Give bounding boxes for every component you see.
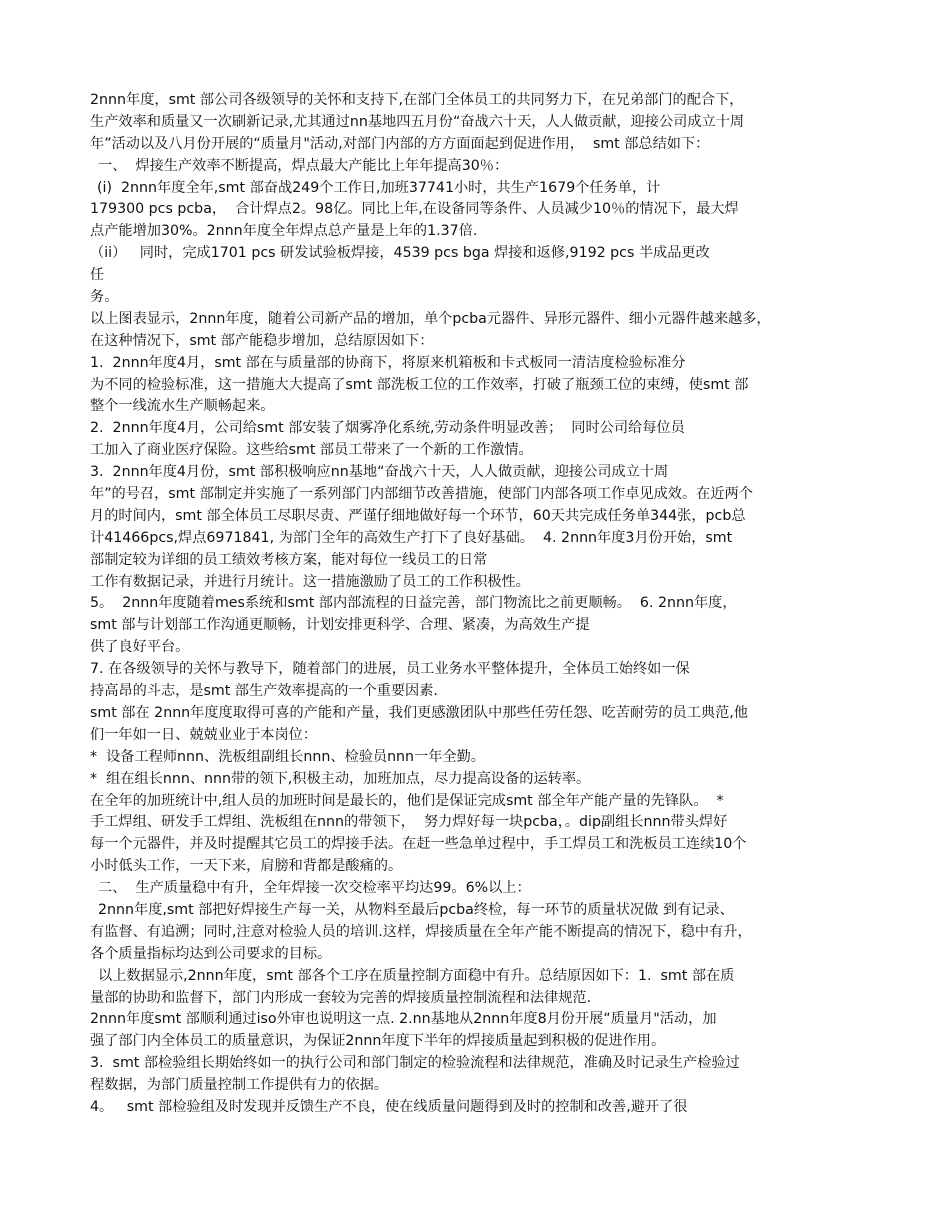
text-line: 2nnn年度，smt 部公司各级领导的关怀和支持下,在部门全体员工的共同努力下，在兄弟部门的配合下， <box>90 92 744 108</box>
text-line: * 组在组长nnn、nnn带的领下,积极主动，加班加点，尽力提高设备的运转率。 <box>90 770 591 787</box>
text-line: 以上图表显示，2nnn年度，随着公司新产品的增加，单个pcba元器件、异形元器件、细小元器件越来越多， <box>90 310 771 327</box>
text-line: 小时低头工作，一天下来，肩膀和背都是酸痛的。 <box>90 858 403 875</box>
text-line: 4。 smt 部检验组及时发现并反馈生产不良，使在线质量问题得到及时的控制和改善,避开了很 <box>90 1098 688 1115</box>
text-line: 5。 2nnn年度随着mes系统和smt 部内部流程的日益完善，部门物流比之前更顺畅。 6. 2nnn年度， <box>90 595 737 612</box>
text-line: 2. 2nnn年度4月，公司给smt 部安装了烟雾净化系统,劳动条件明显改善； 同时公司给每位员 <box>90 420 685 437</box>
text-line: 年”活动以及八月份开展的“质量月"活动,对部门内部的方方面面起到促进作用， smt 部总结如下： <box>90 135 710 152</box>
text-line: 任 <box>90 267 105 284</box>
text-line: * 设备工程师nnn、洗板组副组长nnn、检验员nnn一年全勤。 <box>90 748 485 765</box>
text-line: 手工焊组、研发手工焊组、洗板组在nnn的带领下， 努力焊好每一块pcba，。dip副组长nnn带头焊好 <box>90 814 728 831</box>
text-line: 们一年如一日、兢兢业业于本岗位： <box>90 726 318 743</box>
text-line: 部制定较为详细的员工绩效考核方案，能对每位一线员工的日常 <box>90 551 488 568</box>
text-line: 务。 <box>90 289 119 306</box>
text-line: 各个质量指标均达到公司要求的目标。 <box>90 945 332 962</box>
text-line: 2nnn年度,smt 部把好焊接生产每一关，从物料至最后pcba终检，每一环节的质量状况做 到有记录、 <box>98 901 734 918</box>
text-line: 年”的号召，smt 部制定并实施了一系列部门内部细节改善措施，使部门内部各项工作卓见成效。在近两个 <box>90 486 753 503</box>
text-line: 1. 2nnn年度4月，smt 部在与质量部的协商下，将原来机箱板和卡式板同一清洁度检验标准分 <box>90 354 686 371</box>
text-line: 强了部门内全体员工的质量意识，为保证2nnn年度下半年的焊接质量起到积极的促进作用。 <box>90 1033 666 1050</box>
text-line: 在这种情况下，smt 部产能稳步增加，总结原因如下： <box>90 332 434 349</box>
text-line: 在全年的加班统计中,组人员的加班时间是最长的，他们是保证完成smt 部全年产能产量的先锋队。 * <box>90 792 724 809</box>
text-line: 为不同的检验标准，这一措施大大提高了smt 部洗板工位的工作效率，打破了瓶颈工位的束缚，使smt 部 <box>90 376 749 393</box>
text-line: 3. smt 部检验组长期始终如一的执行公司和部门制定的检验流程和法律规范，准确及时记录生产检验过 <box>90 1055 740 1072</box>
text-line: smt 部在 2nnn年度度取得可喜的产能和产量，我们更感激团队中那些任劳任怨、吃苦耐劳的员工典范,他 <box>90 704 748 721</box>
text-line: 计41466pcs,焊点6971841, 为部门全年的高效生产打下了良好基础。 4. 2nnn年度3月份开始，smt <box>90 529 733 546</box>
section-heading-1: 一、 焊接生产效率不断提高，焊点最大产能比上年年提高30％： <box>98 157 509 174</box>
section-heading-2: 二、 生产质量稳中有升，全年焊接一次交检率平均达99。6%以上： <box>98 880 531 897</box>
text-line: 整个一线流水生产顺畅起来。 <box>90 398 275 415</box>
text-line: 持高昂的斗志，是smt 部生产效率提高的一个重要因素. <box>90 683 438 700</box>
text-line: 工加入了商业医疗保险。这些给smt 部员工带来了一个新的工作激情。 <box>90 442 533 459</box>
text-line: 7. 在各级领导的关怀与教导下，随着部门的进展，员工业务水平整体提升，全体员工始终如一保 <box>90 661 690 678</box>
text-line: 量部的协助和监督下，部门内形成一套较为完善的焊接质量控制流程和法律规范. <box>90 989 592 1006</box>
text-line: （ii） 同时，完成1701 pcs 研发试验板焊接，4539 pcs bga 焊接和返修,9192 pcs 半成品更改 <box>90 245 710 262</box>
text-line: 供了良好平台。 <box>90 639 190 656</box>
text-line: 工作有数据记录，并进行月统计。这一措施激励了员工的工作积极性。 <box>90 573 530 590</box>
text-line: smt 部与计划部工作沟通更顺畅，计划安排更科学、合理、紧凑，为高效生产提 <box>90 617 590 634</box>
text-line: 生产效率和质量又一次刷新记录,尤其通过nn基地四五月份“奋战六十天，人人做贡献，迎接公司成立十周 <box>90 113 745 130</box>
document-body <box>90 90 870 1119</box>
text-line: 有监督、有追溯；同时,注意对检验人员的培训.这样，焊接质量在全年产能不断提高的情况下，稳中有升， <box>90 923 752 940</box>
text-line: 3. 2nnn年度4月份，smt 部积极响应nn基地“奋战六十天，人人做贡献，迎接公司成立十周 <box>90 464 669 481</box>
text-line: 点产能增加30%。2nnn年度全年焊点总产量是上年的1.37倍. <box>90 223 478 240</box>
text-line: 每一个元器件，并及时提醒其它员工的焊接手法。在赶一些急单过程中，手工焊员工和洗板员工连续10个 <box>90 836 747 853</box>
text-line: 2nnn年度smt 部顺利通过iso外审也说明这一点. 2.nn基地从2nnn年度8月份开展“质量月"活动，加 <box>90 1011 717 1028</box>
text-line: 以上数据显示,2nnn年度，smt 部各个工序在质量控制方面稳中有升。总结原因如下：1. smt 部在质 <box>98 967 735 984</box>
text-line: 程数据，为部门质量控制工作提供有力的依据。 <box>90 1077 388 1094</box>
text-line: 月的时间内，smt 部全体员工尽职尽责、严谨仔细地做好每一个环节，60天共完成任务单344张，pcb总 <box>90 507 746 524</box>
text-line: 179300 pcs pcba， 合计焊点2。98亿。同比上年,在设备同等条件、人员减少10％的情况下，最大焊 <box>90 201 739 218</box>
text-line: (i) 2nnn年度全年,smt 部奋战249个工作日,加班37741小时，共生产1679个任务单，计 <box>97 179 661 196</box>
